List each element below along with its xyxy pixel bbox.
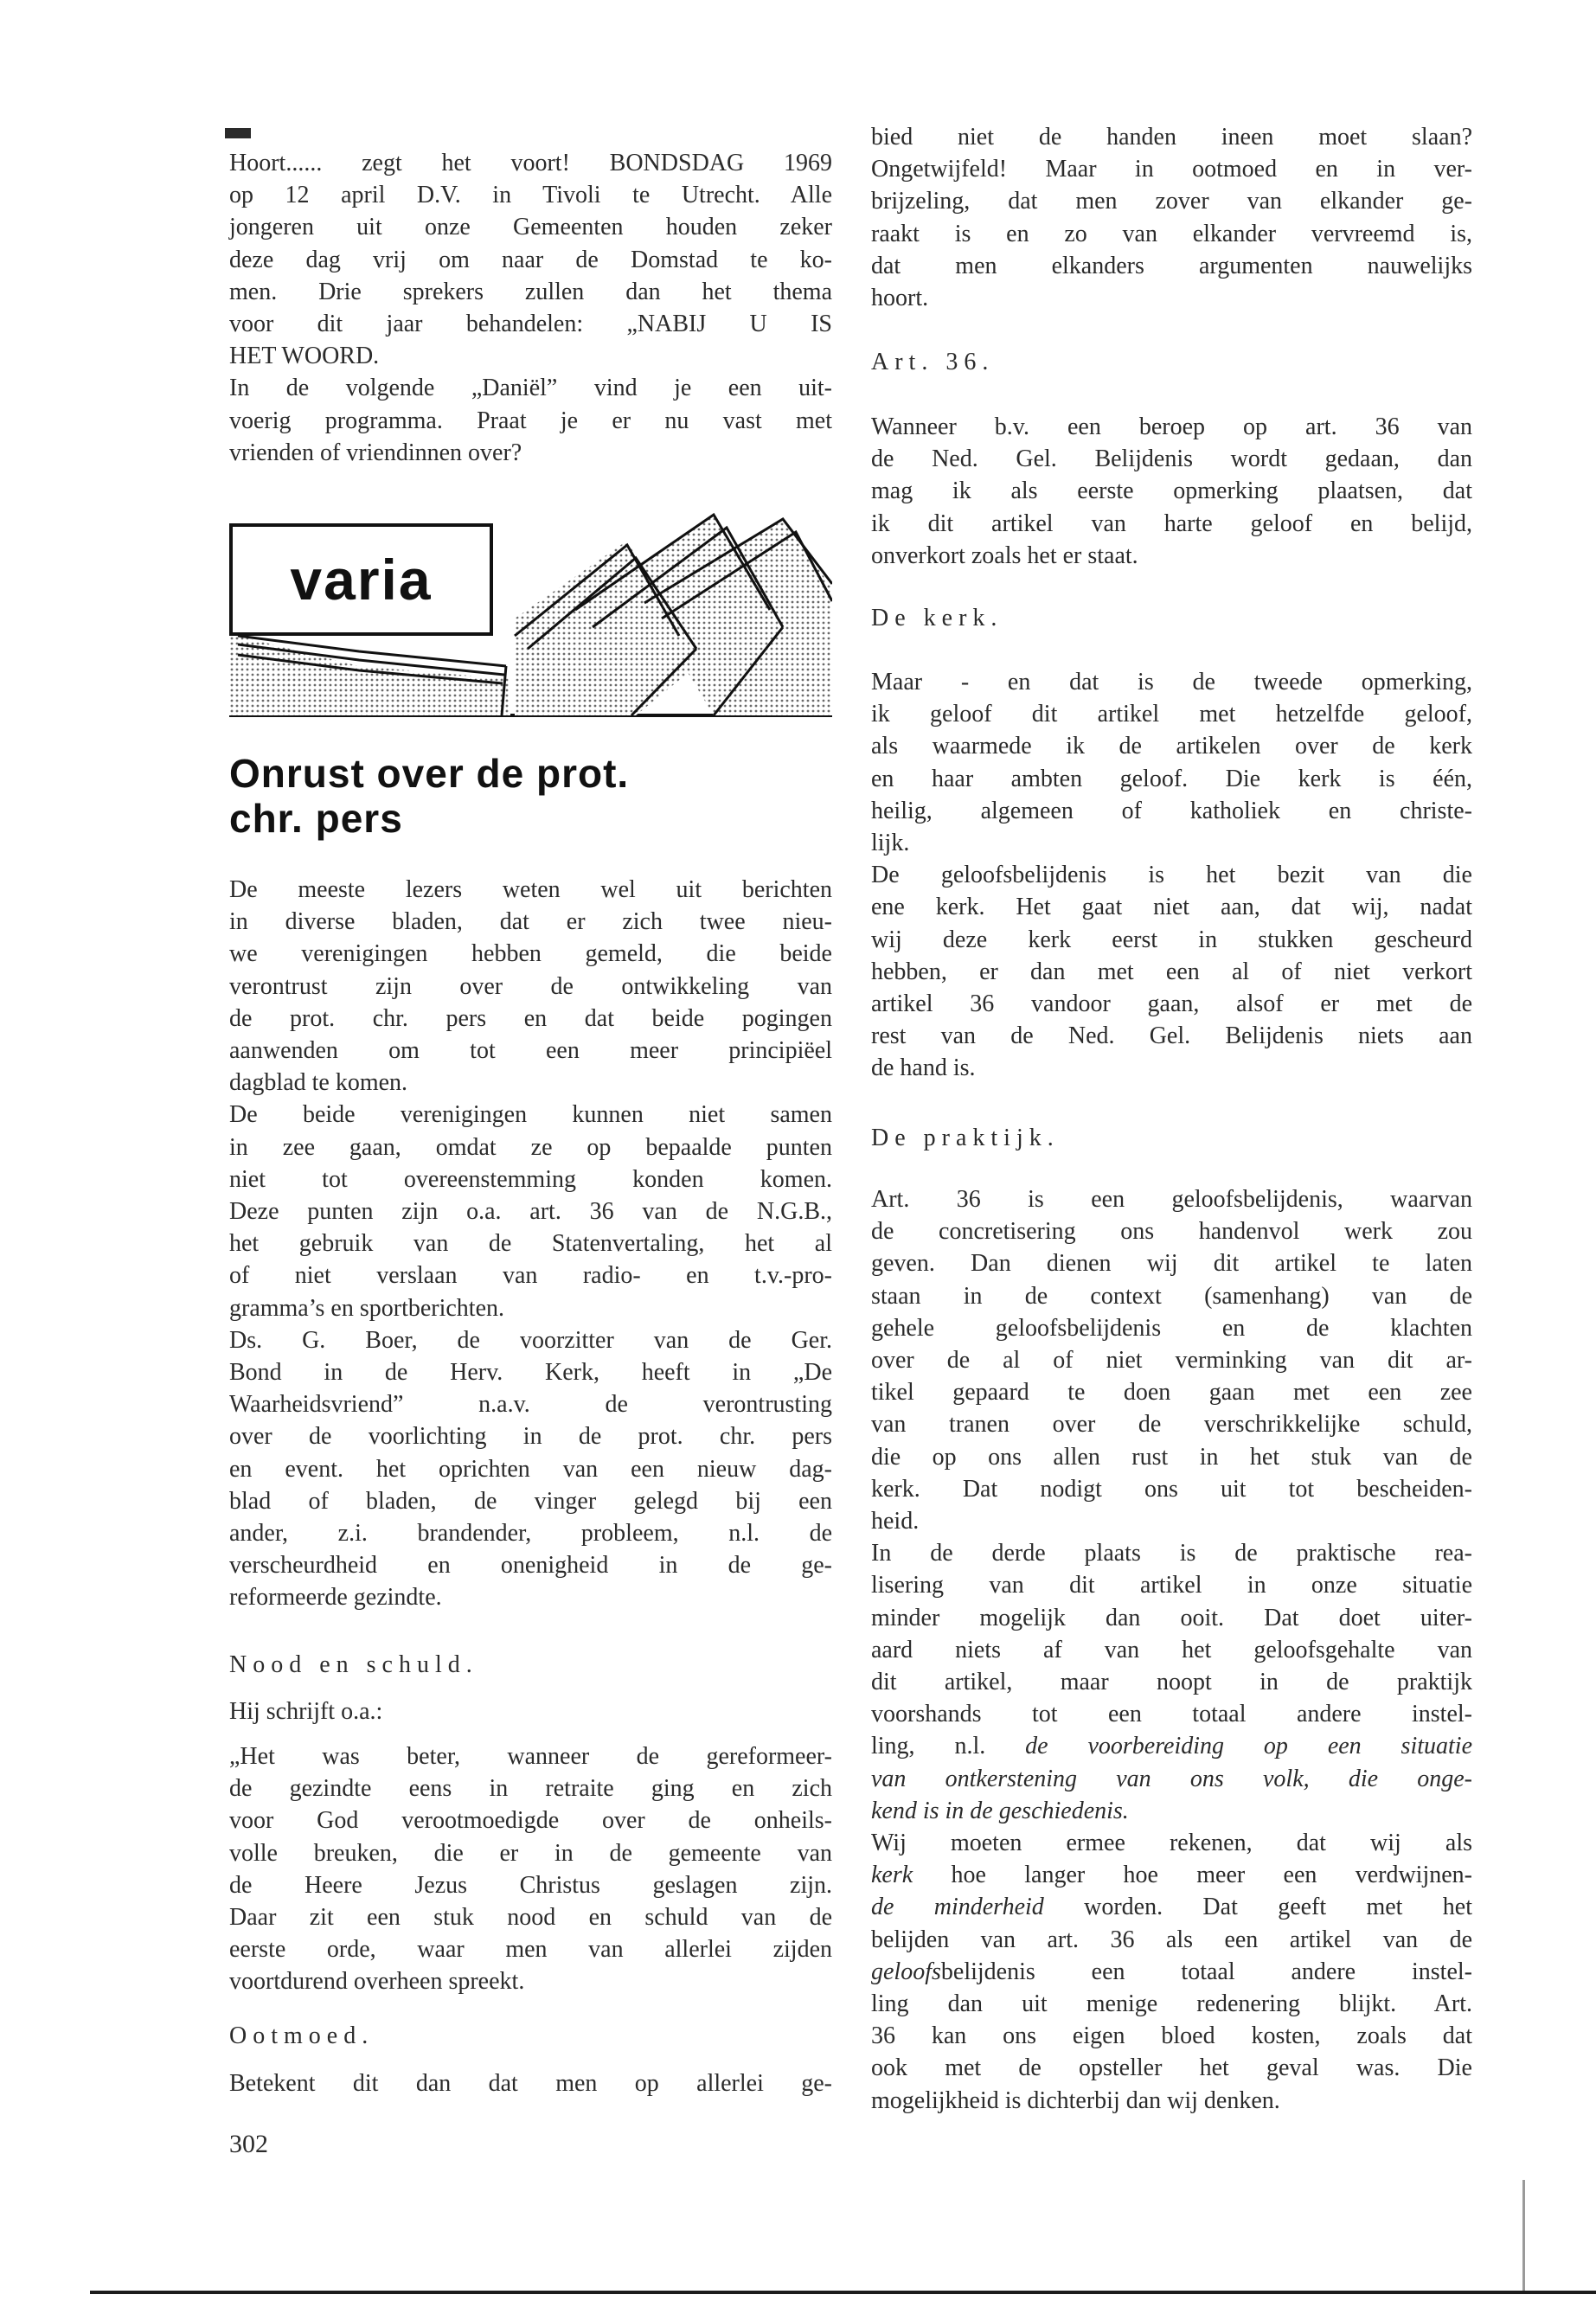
paragraph-line: De beide verenigingen kunnen niet samen xyxy=(229,1101,832,1129)
quote-block xyxy=(229,1740,832,1998)
paragraph-line: over de al of niet verminking van dit ar- xyxy=(871,1347,1472,1375)
paragraph-line: onverkort zoals het er staat. xyxy=(871,542,1138,569)
paragraph-line: de prot. chr. pers en dat beide pogingen xyxy=(229,1004,832,1032)
paragraph-line: kerk. Dat nodigt ons uit tot bescheiden- xyxy=(871,1475,1472,1503)
paragraph-line: ik dit artikel van harte geloof en belijd, xyxy=(871,510,1472,537)
article-title xyxy=(229,751,832,841)
varia-label-box xyxy=(229,523,493,636)
ootmoed-start xyxy=(229,2067,832,2099)
text-run: hoe langer hoe meer een verdwijnen- xyxy=(913,1862,1472,1889)
announcement-line: voerig programma. Praat je er nu vast met xyxy=(229,407,832,434)
paragraph-line: Wanneer b.v. een beroep op art. 36 van xyxy=(871,413,1472,440)
corner-ornament-icon xyxy=(225,128,251,138)
paragraph-line: Wij moeten ermee rekenen, dat wij als xyxy=(871,1830,1472,1857)
varia-banner xyxy=(229,506,832,718)
paragraph-line: wij deze kerk eerst in stukken gescheurd xyxy=(871,926,1472,953)
paragraph-line: Hij schrijft o.a.: xyxy=(229,1698,383,1725)
paragraph-line: en event. het oprichten van een nieuw dag- xyxy=(229,1455,832,1483)
emphasis-text: geloofs xyxy=(871,1958,941,1985)
article-title-line: Onrust over de prot. xyxy=(229,751,630,796)
paragraph-line: artikel 36 vandoor gaan, alsof er met de xyxy=(871,990,1472,1018)
quote-line: voor God verootmoedigde over de onheils- xyxy=(229,1807,832,1835)
paragraph-line xyxy=(871,1730,1472,1762)
announcement-line: op 12 april D.V. in Tivoli te Utrecht. Alle xyxy=(229,182,832,209)
paragraph-line: aard niets af van het geloofsgehalte van xyxy=(871,1636,1472,1663)
quote-line: de Heere Jezus Christus geslagen zijn. xyxy=(229,1871,832,1899)
paragraph-line: over de voorlichting in de prot. chr. pers xyxy=(229,1423,832,1451)
paragraph-line: gramma’s en sportberichten. xyxy=(229,1294,505,1322)
paragraph-line: in diverse bladen, dat er zich twee nieu- xyxy=(229,908,832,936)
announcement-line: jongeren uit onze Gemeenten houden zeker xyxy=(229,214,832,241)
subheading-nood xyxy=(229,1649,832,1681)
announcement-line: HET WOORD. xyxy=(229,343,380,370)
subheading-ootmoed xyxy=(229,2020,832,2052)
quote-line: voortdurend overheen spreekt. xyxy=(229,1968,525,1996)
paragraph-line: blad of bladen, de vinger gelegd bij een xyxy=(229,1487,832,1515)
quote-line: volle breuken, die er in de gemeente van xyxy=(229,1839,832,1867)
subheading: De kerk. xyxy=(871,605,1003,631)
paragraph-line: staan in de context (samenhang) van de xyxy=(871,1282,1472,1310)
page-bottom-edge xyxy=(90,2291,1596,2294)
announcement-line: deze dag vrij om naar de Domstad te ko- xyxy=(229,246,832,273)
paragraph-line: bied niet de handen ineen moet slaan? xyxy=(871,124,1472,151)
subheading-art36 xyxy=(871,346,1472,378)
paragraph-line: In de derde plaats is de praktische rea- xyxy=(871,1540,1472,1567)
paragraph-line: heilig, algemeen of katholiek en christe- xyxy=(871,797,1472,824)
paragraph-line: we verenigingen hebben gemeld, die beide xyxy=(229,940,832,968)
art36-paragraph xyxy=(871,411,1472,572)
paragraph-line: mogelijkheid is dichterbij dan wij denken. xyxy=(871,2086,1280,2114)
emphasis-text: kerk xyxy=(871,1862,913,1889)
paragraph-line: ling dan uit menige redenering blijkt. Art. xyxy=(871,1990,1472,2018)
paragraph-line: rest van de Ned. Gel. Belijdenis niets aan xyxy=(871,1022,1472,1050)
paragraph-line: Bond in de Herv. Kerk, heeft in „De xyxy=(229,1359,832,1387)
paragraph-line: tikel gepaard te doen gaan met een zee xyxy=(871,1379,1472,1407)
page-right-edge xyxy=(1522,2180,1525,2291)
ootmoed-continued xyxy=(871,121,1472,314)
subheading: Art. 36. xyxy=(871,349,995,375)
text-run: worden. Dat geeft met het xyxy=(1043,1894,1473,1921)
paragraph-line: geven. Dan dienen wij dit artikel te laten xyxy=(871,1250,1472,1278)
paragraph-line: of niet verslaan van radio- en t.v.-pro- xyxy=(229,1262,832,1290)
paragraph-line: heid. xyxy=(871,1508,920,1535)
page-number: 302 xyxy=(229,2130,268,2158)
paragraph-line: raakt is en zo van elkander vervreemd is, xyxy=(871,220,1472,247)
paragraph-line: dat men elkanders argumenten nauwelijks xyxy=(871,252,1472,279)
subheading-kerk xyxy=(871,602,1472,634)
paragraph-line: Maar - en dat is de tweede opmerking, xyxy=(871,669,1472,695)
announcement-line: In de volgende „Daniël” vind je een uit- xyxy=(229,375,832,402)
paragraph-line: brijzeling, dat men zover van elkander ge- xyxy=(871,188,1472,215)
paragraph-line: voorshands tot een totaal andere instel- xyxy=(871,1701,1472,1728)
kerk-paragraph xyxy=(871,666,1472,1085)
quote-line: „Het was beter, wanneer de gereformeer- xyxy=(229,1743,832,1770)
paragraph-line: in zee gaan, omdat ze op bepaalde punten xyxy=(229,1133,832,1161)
paragraph-line: als waarmede ik de artikelen over de kerk xyxy=(871,733,1472,760)
paragraph-line: ik geloof dit artikel met hetzelfde geloof, xyxy=(871,701,1472,728)
announcement xyxy=(229,147,832,469)
varia-label: varia xyxy=(290,548,433,612)
paragraph-line: verscheurdheid en onenigheid in de ge- xyxy=(229,1552,832,1580)
subheading: De praktijk. xyxy=(871,1125,1060,1151)
page-number-block xyxy=(229,2128,832,2160)
paragraph-line: De meeste lezers weten wel uit berichten xyxy=(229,876,832,903)
paragraph-line: Betekent dit dan dat men op allerlei ge- xyxy=(229,2070,832,2097)
article-title-line: chr. pers xyxy=(229,796,403,841)
emphasis-text: de voorbereiding op een situatie xyxy=(1025,1733,1472,1760)
emphasis-text: de minderheid xyxy=(871,1894,1044,1921)
paragraph-line: gehele geloofsbelijdenis en de klachten xyxy=(871,1314,1472,1342)
subheading: Nood en schuld. xyxy=(229,1651,478,1678)
paragraph-line: verontrust zijn over de ontwikkeling van xyxy=(229,972,832,1000)
paragraph-line: Waarheidsvriend” n.a.v. de verontrusting xyxy=(229,1391,832,1419)
paragraph-line: aanwenden om tot een meer principiëel xyxy=(229,1037,832,1065)
announcement-line: voor dit jaar behandelen: „NABIJ U IS xyxy=(229,311,832,338)
paragraph-line: dagblad te komen. xyxy=(229,1069,408,1097)
text-run: belijdenis een totaal andere instel- xyxy=(940,1958,1472,1985)
paragraph-line xyxy=(871,1859,1472,1891)
paragraph-line: dit artikel, maar noopt in de praktijk xyxy=(871,1669,1472,1696)
paragraph-line: minder mogelijk dan ooit. Dat doet uiter- xyxy=(871,1604,1472,1631)
text-run: ling, n.l. xyxy=(871,1733,1026,1760)
announcement-line: men. Drie sprekers zullen dan het thema xyxy=(229,278,832,305)
paragraph-line: lisering van dit artikel in onze situatie xyxy=(871,1572,1472,1599)
paragraph-line: ook met de opsteller het geval was. Die xyxy=(871,2054,1472,2082)
emphasis-line: kend is in de geschiedenis. xyxy=(871,1797,1129,1824)
paragraph-line xyxy=(871,1891,1472,1923)
paragraph-line: Art. 36 is een geloofsbelijdenis, waarvan xyxy=(871,1186,1472,1213)
paragraph-line: Ds. G. Boer, de voorzitter van de Ger. xyxy=(229,1326,832,1354)
paragraph-line: van tranen over de verschrikkelijke schuld, xyxy=(871,1411,1472,1439)
paragraph-line: Ongetwijfeld! Maar in ootmoed en in ver- xyxy=(871,156,1472,183)
paragraph-line: hoort. xyxy=(871,285,929,312)
subheading-praktijk xyxy=(871,1122,1472,1154)
paragraph-line: Deze punten zijn o.a. art. 36 van de N.G.B., xyxy=(229,1198,832,1226)
paragraph-line: niet tot overeenstemming konden komen. xyxy=(229,1165,832,1193)
praktijk-paragraph xyxy=(871,1183,1472,2117)
paragraph-line: lijk. xyxy=(871,830,910,857)
paragraph-line: mag ik als eerste opmerking plaatsen, dat xyxy=(871,478,1472,505)
announcement-line: Hoort...... zegt het voort! BONDSDAG 1969 xyxy=(229,150,832,176)
announcement-line: vrienden of vriendinnen over? xyxy=(229,439,522,466)
paragraph-line: de concretisering ons handenvol werk zou xyxy=(871,1218,1472,1246)
quote-intro xyxy=(229,1695,832,1727)
paragraph-line: reformeerde gezindte. xyxy=(229,1584,442,1612)
article-intro xyxy=(229,874,832,1614)
quote-line: de gezindte eens in retraite ging en zich xyxy=(229,1775,832,1803)
paragraph-line: en haar ambten geloof. Die kerk is één, xyxy=(871,765,1472,792)
paragraph-line: De geloofsbelijdenis is het bezit van die xyxy=(871,862,1472,889)
quote-line: Daar zit een stuk nood en schuld van de xyxy=(229,1904,832,1932)
paragraph-line: ene kerk. Het gaat niet aan, dat wij, nadat xyxy=(871,894,1472,921)
paragraph-line: die op ons allen rust in het stuk van de xyxy=(871,1443,1472,1471)
emphasis-line: van ontkerstening van ons volk, die onge- xyxy=(871,1765,1472,1792)
paragraph-line: de Ned. Gel. Belijdenis wordt gedaan, dan xyxy=(871,445,1472,473)
paragraph-line: 36 kan ons eigen bloed kosten, zoals dat xyxy=(871,2022,1472,2050)
paragraph-line: de hand is. xyxy=(871,1054,976,1082)
paragraph-line: ander, z.i. brandender, probleem, n.l. de xyxy=(229,1520,832,1548)
paragraph-line: het gebruik van de Statenvertaling, het al xyxy=(229,1230,832,1258)
paragraph-line: belijden van art. 36 als een artikel van de xyxy=(871,1926,1472,1953)
subheading: Ootmoed. xyxy=(229,2022,375,2049)
paragraph-line: hebben, er dan met een al of niet verkort xyxy=(871,958,1472,985)
quote-line: eerste orde, waar men van allerlei zijden xyxy=(229,1936,832,1964)
paragraph-line xyxy=(871,1956,1472,1988)
